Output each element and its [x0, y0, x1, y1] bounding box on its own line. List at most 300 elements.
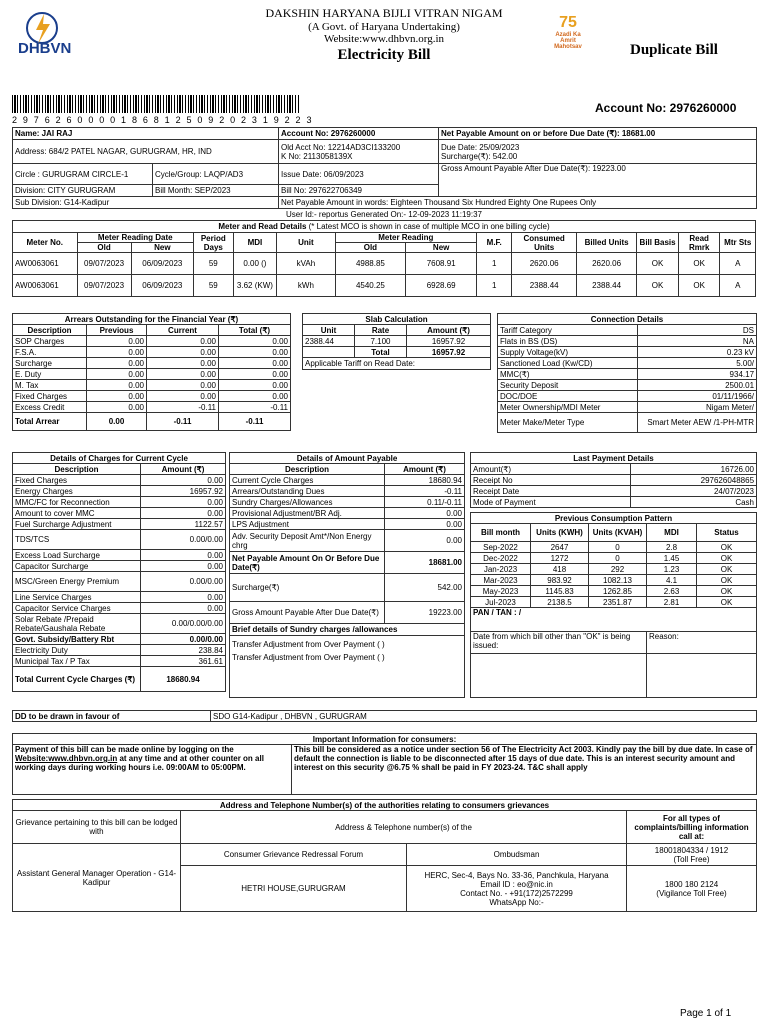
meter-title: Meter and Read Details	[218, 222, 307, 231]
griev-forum: Consumer Grievance Redressal Forum	[181, 844, 407, 866]
arrears-total: 0.00	[87, 413, 147, 431]
address: Address: 684/2 PATEL NAGAR, GURUGRAM, HR, IND	[13, 140, 279, 164]
last-payment-label: Receipt No	[471, 475, 631, 486]
charges-row	[13, 550, 226, 561]
meter-cell: 6928.69	[406, 275, 477, 297]
arrears-cell: F.S.A.	[13, 347, 87, 358]
charges-row	[13, 519, 226, 530]
prev-cell: OK	[697, 553, 757, 564]
info-table	[12, 127, 757, 209]
last-payment-label: Amount(₹)	[471, 464, 631, 475]
meter-cell: 59	[194, 275, 234, 297]
prev-cell: OK	[697, 575, 757, 586]
payable-table	[229, 452, 465, 698]
payable-label: Sundry Charges/Allowances	[230, 497, 385, 508]
charges-label: Fuel Surcharge Adjustment	[13, 519, 141, 530]
connection-row	[498, 325, 757, 336]
charges-row	[13, 592, 226, 603]
arrears-cell: 0.00	[219, 391, 291, 402]
payable-value: 18680.94	[385, 475, 465, 486]
due-date: Due Date: 25/09/2023	[441, 142, 520, 152]
connection-title: Connection Details	[498, 314, 757, 325]
prev-cell: 1082.13	[589, 575, 647, 586]
prev-header: Status	[697, 524, 757, 542]
connection-value: 0.23 kV	[638, 347, 757, 358]
charges-label: Energy Charges	[13, 486, 141, 497]
account-no-big: Account No: 2976260000	[595, 101, 737, 115]
charges-row	[13, 497, 226, 508]
th-basis: Bill Basis	[637, 233, 679, 253]
prev-cell: 292	[589, 564, 647, 575]
connection-label: MMC(₹)	[498, 369, 638, 380]
payable-label: LPS Adjustment	[230, 519, 385, 530]
th-unit: Unit	[277, 233, 335, 253]
prev-cell: OK	[697, 564, 757, 575]
arrears-table	[12, 313, 291, 431]
payable-title: Details of Amount Payable	[230, 453, 465, 464]
payable-label: Surcharge(₹)	[230, 574, 385, 602]
meter-cell: 4988.85	[335, 253, 406, 275]
payable-label: Adv. Security Deposit Amt*/Non Energy chrg	[230, 530, 385, 552]
arrears-cell: 0.00	[219, 380, 291, 391]
dd-label: DD to be drawn in favour of	[13, 711, 211, 722]
bill-title: Electricity Bill	[337, 47, 431, 63]
connection-label: Sanctioned Load (Kw/CD)	[498, 358, 638, 369]
payable-label: Net Payable Amount On Or Before Due Date(₹)	[230, 552, 385, 574]
connection-row	[498, 380, 757, 391]
connection-label: Meter Ownership/MDI Meter	[498, 402, 638, 413]
prev-cell: Sep-2022	[471, 542, 531, 553]
last-payment-row	[471, 464, 757, 475]
connection-label: Flats in BS (DS)	[498, 336, 638, 347]
arrears-header: Previous	[87, 325, 147, 336]
slab-unit: 2388.44	[303, 336, 355, 347]
arrears-cell: 0.00	[87, 347, 147, 358]
arrears-row	[13, 347, 291, 358]
charges-value: 0.00/0.00	[141, 572, 226, 592]
charges-label: Electricity Duty	[13, 645, 141, 656]
charges-table	[12, 452, 226, 692]
sundry-item: Transfer Adjustment from Over Payment ( )	[232, 653, 385, 662]
charges-value: 361.61	[141, 656, 226, 667]
surcharge: Surcharge(₹): 542.00	[441, 151, 518, 161]
slab-tariff: Applicable Tariff on Read Date:	[303, 358, 491, 370]
prev-consumption-table	[470, 512, 757, 698]
arrears-cell: -0.11	[147, 402, 219, 413]
prev-cell: 2.8	[647, 542, 697, 553]
connection-row	[498, 402, 757, 413]
pan-tan: PAN / TAN : /	[471, 608, 757, 632]
th-read-old: Old	[335, 243, 406, 253]
meter-cell: OK	[678, 275, 720, 297]
slab-header: Unit	[303, 325, 355, 336]
charges-row	[13, 486, 226, 497]
prev-row	[471, 597, 757, 608]
arrears-cell: 0.00	[147, 380, 219, 391]
date-other-ok: Date from which bill other than "OK" is being issued:	[471, 632, 647, 654]
arrears-row	[13, 391, 291, 402]
arrears-cell: 0.00	[87, 358, 147, 369]
th-meter-reading-date: Meter Reading Date	[77, 233, 194, 243]
griev-tel2: 1800 180 2124	[664, 879, 719, 889]
arrears-header: Total (₹)	[219, 325, 291, 336]
arrears-cell: 0.00	[147, 347, 219, 358]
arrears-cell: 0.00	[147, 336, 219, 347]
th-mf: M.F.	[477, 233, 512, 253]
arrears-cell: 0.00	[219, 358, 291, 369]
important-notice: This bill be considered as a notice under section 56 of The Electricity Act 2003. Kindly pay the bill by due date. In case of default the connection is liable to be disconnected after 15 days of due date. This is an interest security amount and interest on this security @6.75 % shall be paid in FY 2023-24. T&C shall apply	[292, 745, 757, 795]
payable-value: 0.00	[385, 530, 465, 552]
charges-label: Municipal Tax / P Tax	[13, 656, 141, 667]
arrears-row	[13, 380, 291, 391]
charges-label: TDS/TCS	[13, 530, 141, 550]
dd-value: SDO G14-Kadipur , DHBVN , GURUGRAM	[211, 711, 757, 722]
org-name: DAKSHIN HARYANA BIJLI VITRAN NIGAM	[265, 6, 503, 20]
arrears-cell: 0.00	[219, 369, 291, 380]
prev-cell: 4.1	[647, 575, 697, 586]
arrears-cell: SOP Charges	[13, 336, 87, 347]
meter-cell: 2620.06	[512, 253, 577, 275]
meter-cell: 2388.44	[576, 275, 636, 297]
arrears-cell: 0.00	[87, 391, 147, 402]
logo-text: DHBVN	[18, 40, 72, 57]
prev-cell: Mar-2023	[471, 575, 531, 586]
arrears-title: Arrears Outstanding for the Financial Year (₹)	[13, 314, 291, 325]
reason: Reason:	[647, 632, 757, 654]
arrears-cell: 0.00	[147, 391, 219, 402]
last-payment-title: Last Payment Details	[471, 453, 757, 464]
prev-cell: 0	[589, 542, 647, 553]
griev-hetri: HETRI HOUSE,GURUGRAM	[181, 866, 407, 912]
payable-label: Gross Amount Payable After Due Date(₹)	[230, 602, 385, 624]
last-payment-value: 16726.00	[631, 464, 757, 475]
last-payment-table	[470, 452, 757, 508]
prev-row	[471, 586, 757, 597]
meter-cell: AW0063061	[13, 275, 78, 297]
arrears-row	[13, 402, 291, 413]
arrears-header: Current	[147, 325, 219, 336]
dhbvn-logo	[14, 6, 74, 64]
division: Division: CITY GURUGRAM	[13, 185, 153, 197]
last-payment-label: Mode of Payment	[471, 497, 631, 508]
meter-cell: kWh	[277, 275, 335, 297]
arrears-cell: 0.00	[219, 347, 291, 358]
issue-date: Issue Date: 06/09/2023	[279, 164, 439, 185]
slab-header: Amount (₹)	[407, 325, 491, 336]
prev-cell: 1.23	[647, 564, 697, 575]
charges-row	[13, 508, 226, 519]
prev-cell: 418	[531, 564, 589, 575]
net-payable: Net Payable Amount on or before Due Date (₹): 18681.00	[439, 128, 757, 140]
sub-division: Sub Division: G14-Kadipur	[13, 197, 279, 209]
meter-cell: kVAh	[277, 253, 335, 275]
prev-cell: OK	[697, 542, 757, 553]
connection-value: Nigam Meter/	[638, 402, 757, 413]
arrears-total: Total Arrear	[13, 413, 87, 431]
circle: Circle : GURUGRAM CIRCLE-1	[13, 164, 153, 185]
prev-cell: 1.45	[647, 553, 697, 564]
last-payment-value: Cash	[631, 497, 757, 508]
meter-cell: A	[720, 253, 756, 275]
arrears-row	[13, 336, 291, 347]
th-mdi: MDI	[233, 233, 277, 253]
connection-row	[498, 347, 757, 358]
payable-value: 19223.00	[385, 602, 465, 624]
payable-value: 0.00	[385, 519, 465, 530]
prev-cell: 2.81	[647, 597, 697, 608]
payable-label: Current Cycle Charges	[230, 475, 385, 486]
charges-row	[13, 645, 226, 656]
arrears-cell: 0.00	[147, 369, 219, 380]
payable-value: 0.11/-0.11	[385, 497, 465, 508]
prev-cell: May-2023	[471, 586, 531, 597]
griev-ombudsman: Ombudsman	[407, 844, 627, 866]
dd-table	[12, 710, 757, 722]
connection-value: 01/11/1966/	[638, 391, 757, 402]
charges-row	[13, 603, 226, 614]
prev-header: Units (KWH)	[531, 524, 589, 542]
charges-row	[13, 634, 226, 645]
charges-label: Fixed Charges	[13, 475, 141, 486]
cycle: Cycle/Group: LAQP/AD3	[153, 164, 279, 185]
charges-value: 0.00	[141, 561, 226, 572]
important-title: Important Information for consumers:	[13, 734, 757, 745]
connection-label: Meter Make/Meter Type	[498, 413, 638, 433]
prev-cell: 2351.87	[589, 597, 647, 608]
charges-value: 0.00	[141, 475, 226, 486]
charges-row	[13, 530, 226, 550]
arrears-cell: 0.00	[87, 369, 147, 380]
payable-value: 18681.00	[385, 552, 465, 574]
last-payment-label: Receipt Date	[471, 486, 631, 497]
org-sub: (A Govt. of Haryana Undertaking)	[308, 21, 460, 33]
arrears-row	[13, 358, 291, 369]
prev-cell: 0	[589, 553, 647, 564]
th-meter-reading: Meter Reading	[335, 233, 477, 243]
connection-value: 5.00/	[638, 358, 757, 369]
charges-label: Line Service Charges	[13, 592, 141, 603]
connection-label: Supply Voltage(kV)	[498, 347, 638, 358]
charges-value: 0.00/0.00	[141, 530, 226, 550]
payable-header: Description	[230, 464, 385, 475]
payable-header: Amount (₹)	[385, 464, 465, 475]
griev-address-header: Address & Telephone number(s) of the	[181, 811, 627, 844]
arrears-total: -0.11	[147, 413, 219, 431]
payable-row	[230, 574, 465, 602]
org-web: Website:www.dhbvn.org.in	[323, 33, 445, 45]
connection-row	[498, 336, 757, 347]
payable-value: -0.11	[385, 486, 465, 497]
prev-row	[471, 575, 757, 586]
account-no: Account No: 2976260000	[279, 128, 439, 140]
meter-cell: 2620.06	[576, 253, 636, 275]
th-billed: Billed Units	[576, 233, 636, 253]
prev-row	[471, 553, 757, 564]
meter-cell: 3.62 (KW)	[233, 275, 277, 297]
meter-cell: A	[720, 275, 756, 297]
arrears-cell: 0.00	[87, 380, 147, 391]
bill-no: Bill No: 297622706349	[279, 185, 439, 197]
prev-cell: OK	[697, 586, 757, 597]
meter-cell: 59	[194, 253, 234, 275]
meter-note: (* Latest MCO is shown in case of multiple MCO in one billing cycle)	[308, 222, 550, 231]
meter-cell: OK	[637, 275, 679, 297]
meter-cell: 09/07/2023	[77, 253, 131, 275]
griev-title: Address and Telephone Number(s) of the authorities relating to consumers grievances	[13, 800, 757, 811]
old-acct: Old Acct No: 12214AD3CI133200	[281, 142, 401, 152]
th-sts: Mtr Sts	[720, 233, 756, 253]
prev-cell: 2.63	[647, 586, 697, 597]
last-payment-value: 297626048865	[631, 475, 757, 486]
th-consumed: Consumed Units	[512, 233, 577, 253]
charges-label: Solar Rebate /Prepaid Rebate/Gaushala Rebate	[13, 614, 141, 634]
charges-label: Excess Load Surcharge	[13, 550, 141, 561]
meter-cell: AW0063061	[13, 253, 78, 275]
last-payment-row	[471, 497, 757, 508]
arrears-cell: Fixed Charges	[13, 391, 87, 402]
arrears-cell: Surcharge	[13, 358, 87, 369]
payable-row	[230, 519, 465, 530]
prev-cell: Dec-2022	[471, 553, 531, 564]
duplicate-bill: Duplicate Bill	[630, 42, 718, 58]
meter-cell: 4540.25	[335, 275, 406, 297]
arrears-cell: E. Duty	[13, 369, 87, 380]
prev-cell: Jan-2023	[471, 564, 531, 575]
amount-words: Net Payable Amount in words: Eighteen Thousand Six Hundred Eighty One Rupees Only	[279, 197, 757, 209]
gross-after: Gross Amount Payable After Due Date(₹): 19223.00	[439, 164, 757, 197]
prev-header: MDI	[647, 524, 697, 542]
payable-label: Arrears/Outstanding Dues	[230, 486, 385, 497]
th-rmrk: Read Rmrk	[678, 233, 720, 253]
arrears-cell: 0.00	[87, 402, 147, 413]
charges-value: 1122.57	[141, 519, 226, 530]
slab-title: Slab Calculation	[303, 314, 491, 325]
meter-row	[13, 275, 756, 297]
th-date-old: Old	[77, 243, 131, 253]
payable-value: 0.00	[385, 508, 465, 519]
prev-row	[471, 564, 757, 575]
charges-header: Description	[13, 464, 141, 475]
griev-lodged: Grievance pertaining to this bill can be lodged with	[13, 811, 181, 844]
azadi-logo: 75 Azadi Ka Amrit Mahotsav	[554, 14, 582, 50]
payable-row	[230, 497, 465, 508]
slab-table	[302, 313, 491, 370]
charges-row	[13, 572, 226, 592]
total-current-value: 18680.94	[141, 667, 226, 692]
slab-header: Rate	[355, 325, 407, 336]
connection-value: Smart Meter AEW /1-PH-MTR	[638, 413, 757, 433]
meter-cell: OK	[637, 253, 679, 275]
charges-value: 238.84	[141, 645, 226, 656]
prev-header: Bill month	[471, 524, 531, 542]
connection-row	[498, 369, 757, 380]
charges-label: MSC/Green Energy Premium	[13, 572, 141, 592]
charges-label: Capacitor Service Charges	[13, 603, 141, 614]
user-id: User Id:- reportus Generated On:- 12-09-2023 11:19:37	[286, 210, 482, 219]
th-date-new: New	[131, 243, 193, 253]
prev-cell: 983.92	[531, 575, 589, 586]
connection-label: Tariff Category	[498, 325, 638, 336]
meter-table	[12, 220, 756, 297]
charges-row	[13, 614, 226, 634]
arrears-cell: Excess Credit	[13, 402, 87, 413]
prev-header: Units (KVAH)	[589, 524, 647, 542]
connection-row	[498, 391, 757, 402]
arrears-cell: 0.00	[219, 336, 291, 347]
arrears-header: Description	[13, 325, 87, 336]
charges-label: Amount to cover MMC	[13, 508, 141, 519]
connection-value: 2500.01	[638, 380, 757, 391]
payable-label: Provisional Adjustment/BR Adj.	[230, 508, 385, 519]
meter-cell: OK	[678, 253, 720, 275]
charges-value: 0.00/0.00/0.00	[141, 614, 226, 634]
meter-cell: 06/09/2023	[131, 275, 193, 297]
total-current-label: Total Current Cycle Charges (₹)	[13, 667, 141, 692]
meter-cell: 2388.44	[512, 275, 577, 297]
charges-value: 0.00	[141, 497, 226, 508]
slab-amount: 16957.92	[407, 336, 491, 347]
arrears-cell: 0.00	[87, 336, 147, 347]
payable-row	[230, 486, 465, 497]
slab-rate: 7.100	[355, 336, 407, 347]
meter-cell: 1	[477, 275, 512, 297]
arrears-cell: -0.11	[219, 402, 291, 413]
prev-cell: OK	[697, 597, 757, 608]
charges-label: MMC/FC for Reconnection	[13, 497, 141, 508]
payable-row	[230, 475, 465, 486]
dhbvn-website-link[interactable]: Website:www.dhbvn.org.in	[15, 754, 118, 763]
charges-row	[13, 561, 226, 572]
charges-value: 0.00	[141, 508, 226, 519]
sundry-item: Transfer Adjustment from Over Payment ( )	[232, 640, 385, 649]
charges-label: Govt. Subsidy/Battery Rbt	[13, 634, 141, 645]
connection-value: NA	[638, 336, 757, 347]
important-table: Important Information for consumers: Payment of this bill can be made online by logging on the Website:www.dhbvn.org.in at any time and at other counter on all working days during working hours i.e. 09:00AM to 05:00PM. This bill be considered as a notice under section 56 of The Electricity Act 2003. Kindly pay the bill by due date. In case of default the connection is liable to be disconnected after 15 days of due date. This is an interest security amount and interest on this security @6.75 % shall be paid in FY 2023-24. T&C shall apply	[12, 733, 757, 795]
payable-value: 542.00	[385, 574, 465, 602]
prev-cell: 2138.5	[531, 597, 589, 608]
consumer-name: Name: JAI RAJ	[13, 128, 279, 140]
payable-row	[230, 530, 465, 552]
barcode	[12, 95, 300, 113]
prev-title: Previous Consumption Pattern	[471, 513, 757, 524]
payable-row	[230, 508, 465, 519]
th-read-new: New	[406, 243, 477, 253]
meter-cell: 0.00 ()	[233, 253, 277, 275]
charges-row	[13, 656, 226, 667]
charges-header: Amount (₹)	[141, 464, 226, 475]
charges-value: 0.00	[141, 603, 226, 614]
prev-cell: 2647	[531, 542, 589, 553]
meter-cell: 09/07/2023	[77, 275, 131, 297]
grievance-table: Address and Telephone Number(s) of the authorities relating to consumers grievances Grievance pertaining to this bill can be lodged with Address & Telephone number(s) of the For all types of complaints/billing information call at: Assistant General Manager Operation - G14-Kadipur Consumer Grievance Redressal Forum Ombudsman 18001804334 / 1912 (Toll Free) HETRI HOUSE,GURUGRAM HERC, Sec-4, Bays No. 33-36, Panchkula, Haryana Email ID : eo@nic.in Contact No. - +91(172)2572299 WhatsApp No:- 1800 180 2124 (Vigilance Toll Free)	[12, 799, 757, 912]
meter-cell: 1	[477, 253, 512, 275]
last-payment-row	[471, 475, 757, 486]
connection-label: Security Deposit	[498, 380, 638, 391]
barcode-digits: 2 9 7 6 2 6 0 0 0 0 1 8 6 8 1 2 5 0 9 2 0 2 3 1 9 2 2 3	[12, 115, 314, 125]
griev-call: For all types of complaints/billing information call at:	[627, 811, 757, 844]
payable-row	[230, 602, 465, 624]
sundry-title: Brief details of Sundry charges /allowances	[230, 624, 465, 636]
meter-cell: 06/09/2023	[131, 253, 193, 275]
arrears-cell: 0.00	[147, 358, 219, 369]
arrears-total: -0.11	[219, 413, 291, 431]
prev-cell: 1145.83	[531, 586, 589, 597]
th-period: Period Days	[194, 233, 234, 253]
page-number: Page 1 of 1	[680, 1008, 732, 1019]
th-meter-no: Meter No.	[13, 233, 78, 253]
charges-value: 0.00	[141, 592, 226, 603]
meter-cell: 7608.91	[406, 253, 477, 275]
